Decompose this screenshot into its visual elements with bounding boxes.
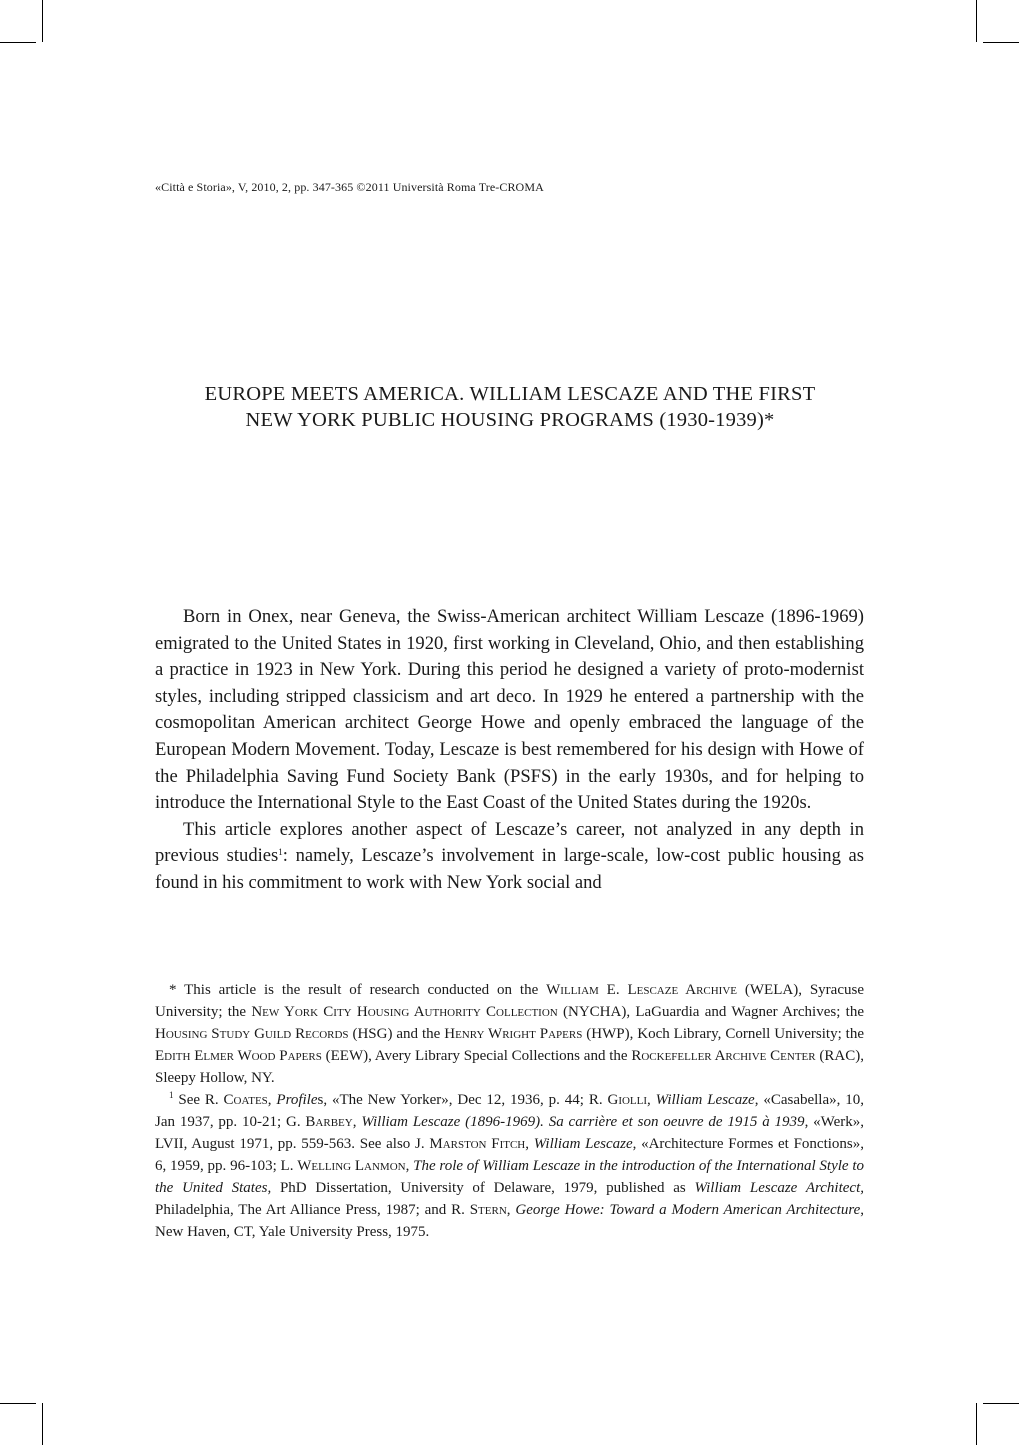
fn1-author: Giolli	[607, 1092, 648, 1108]
fn1-author: Barbey	[305, 1114, 353, 1130]
crop-mark-top-left-h	[0, 42, 36, 43]
fn-star-text: (HWP), Koch Library, Cornell University; the	[582, 1026, 864, 1042]
fn1-work-title: Profile	[276, 1092, 318, 1108]
fn1-text: s, «The New Yorker», Dec 12, 1936, p. 44; R.	[317, 1092, 608, 1108]
fn-star-text: * This article is the result of research conducted on the	[169, 982, 547, 998]
fn1-text: , New Haven, CT, Yale University Press, 1975.	[155, 1202, 865, 1240]
title-line-2: NEW YORK PUBLIC HOUSING PROGRAMS (1930-1939)*	[245, 409, 775, 431]
fn1-work-title: William Lescaze	[533, 1136, 633, 1152]
fn1-author: Marston Fitch	[429, 1136, 526, 1152]
article-body	[155, 604, 864, 897]
crop-mark-bottom-left-v	[42, 1403, 43, 1445]
body-paragraph-2-text-a: This article explores another aspect of Lescaze’s career, not analyzed in any depth in previous studies	[155, 818, 864, 867]
body-paragraph-1: Born in Onex, near Geneva, the Swiss-American architect William Lescaze (1896-1969) emigrated to the United States in 1920, first working in Cleveland, Ohio, and then establishing a practice in 1923 in New York. During this period he designed a variety of proto-modernist styles, including stripped classicism and art deco. In 1929 he entered a partnership with the cosmopolitan American architect George Howe and openly embraced the language of the European Modern Movement. Today, Lescaze is best remembered for his design with Howe of the Philadelphia Saving Fund Society Bank (PSFS) in the early 1930s, and for helping to introduce the International Style to the East Coast of the United States during the 1920s.	[155, 606, 864, 814]
fn1-author: Stern	[469, 1202, 507, 1218]
fn1-work-title: George Howe: Toward a Modern American Architecture	[515, 1202, 861, 1218]
title-line-1: EUROPE MEETS AMERICA. WILLIAM LESCAZE AND THE FIRST	[204, 383, 816, 405]
fn1-text: ,	[647, 1092, 656, 1108]
footnote-star	[155, 979, 864, 1089]
footnote-1-number: 1	[169, 1090, 174, 1100]
article-title	[140, 381, 880, 433]
fn1-text: ,	[525, 1136, 534, 1152]
fn1-work-title: William Lescaze (1896-1969). Sa carrière et son oeuvre de 1915 à 1939	[361, 1114, 805, 1130]
fn-star-archive-rac: Rockefeller Archive Center	[631, 1048, 816, 1064]
body-paragraph-2-text-b: : namely, Lescaze’s involvement in large-scale, low-cost public housing as found in his commitment to work with New York social and	[155, 845, 864, 893]
fn1-text: ,	[352, 1114, 362, 1130]
fn-star-text: (EEW), Avery Library Special Collections and the	[321, 1048, 632, 1064]
body-paragraph-2	[155, 817, 864, 897]
fn1-text: PhD Dissertation, University of Delaware, 1979, published as	[271, 1180, 695, 1196]
fn1-text: , «Werk», LVII, August 1971, pp. 559-563. See also J.	[155, 1114, 865, 1152]
fn-star-text: (HSG) and the	[348, 1026, 445, 1042]
fn1-text: ,	[405, 1158, 414, 1174]
fn1-text: Philadelphia, The Art Alliance Press, 1987; and R.	[155, 1202, 470, 1218]
footnotes	[155, 979, 864, 1243]
fn1-work-title: William Lescaze	[655, 1092, 755, 1108]
crop-mark-bottom-right-v	[976, 1403, 977, 1445]
crop-mark-top-left-v	[42, 0, 43, 42]
fn1-text: ,	[267, 1092, 277, 1108]
fn-star-archive-hwp: Henry Wright Papers	[444, 1026, 583, 1042]
fn1-work-title: William Lescaze Architect,	[694, 1180, 864, 1196]
fn1-text: , «Casabella», 10, Jan 1937, pp. 10-21; G.	[155, 1092, 865, 1130]
fn-star-text: (NYCHA), LaGuardia and Wagner Archives; the	[557, 1004, 864, 1020]
footnote-ref-1[interactable]: 1	[278, 847, 283, 858]
fn1-work-title: The role of William Lescaze in the introduction of the International Style to the United States,	[155, 1158, 865, 1196]
fn-star-text: (RAC), Sleepy Hollow, NY.	[155, 1048, 864, 1086]
fn1-author: Welling Lanmon	[297, 1158, 406, 1174]
fn-star-archive-eew: Edith Elmer Wood Papers	[155, 1048, 322, 1064]
fn1-text: ,	[506, 1202, 516, 1218]
crop-mark-bottom-right-h	[983, 1403, 1019, 1404]
crop-mark-top-right-v	[976, 0, 977, 42]
fn-star-archive-wela: William E. Lescaze Archive	[546, 982, 738, 998]
crop-mark-bottom-left-h	[0, 1403, 36, 1404]
fn1-author: Coates	[223, 1092, 268, 1108]
fn1-text: See R.	[173, 1092, 224, 1108]
fn1-text: , «Architecture Formes et Fonctions», 6, 1959, pp. 96-103; L.	[155, 1136, 864, 1174]
fn-star-archive-nycha: New York City Housing Authority Collection	[251, 1004, 558, 1020]
fn-star-archive-hsg: Housing Study Guild Records	[155, 1026, 349, 1042]
running-header: «Città e Storia», V, 2010, 2, pp. 347-365 ©2011 Università Roma Tre-CROMA	[155, 180, 544, 194]
footnote-1	[155, 1089, 864, 1243]
crop-mark-top-right-h	[983, 42, 1019, 43]
fn-star-text: (WELA), Syracuse University; the	[155, 982, 864, 1020]
